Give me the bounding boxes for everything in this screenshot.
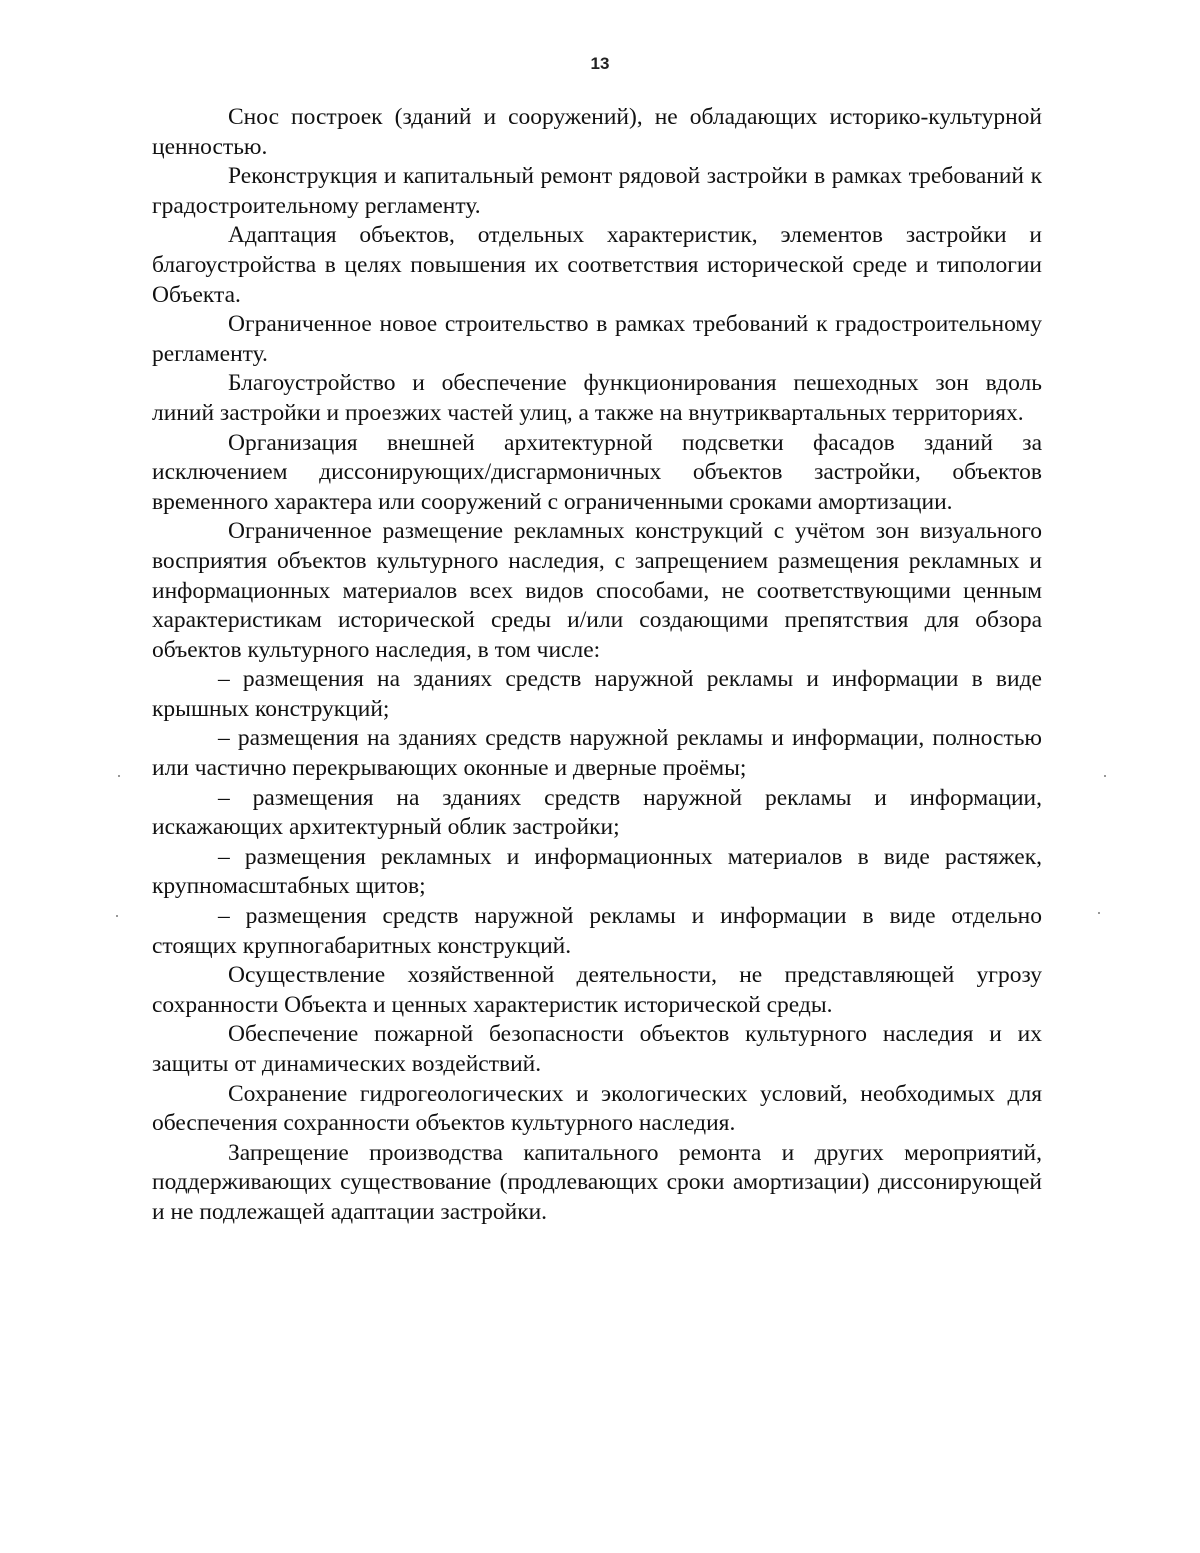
list-item-window-overlap: – размещения на зданиях средств наружной рекламы и информации, полностью или частично перекрывающих оконные и дверные проёмы; [152, 725, 1042, 782]
paragraph-landscaping: Благоустройство и обеспечение функционирования пешеходных зон вдоль линий застройки и проезжих частей улиц, а также на внутриквартальных территориях. [152, 370, 1042, 426]
list-item-freestanding: – размещения средств наружной рекламы и информации в виде отдельно стоящих крупногабаритных конструкций. [152, 903, 1042, 959]
paragraph-adaptation: Адаптация объектов, отдельных характеристик, элементов застройки и благоустройства в целях повышения их соответствия исторической среде и типологии Объекта. [152, 222, 1042, 308]
paragraph-new-construction: Ограниченное новое строительство в рамках требований к градостроительному регламенту. [152, 311, 1042, 367]
paragraph-hydrogeology: Сохранение гидрогеологических и экологических условий, необходимых для обеспечения сохранности объектов культурного наследия. [152, 1080, 1042, 1137]
paragraph-economic-activity: Осуществление хозяйственной деятельности, не представляющей угрозу сохранности Объекта и ценных характеристик исторической среды. [152, 962, 1042, 1018]
page-number: 13 [590, 54, 610, 73]
scan-speck [1104, 775, 1106, 777]
list-item-roof-structures: – размещения на зданиях средств наружной рекламы и информации в виде крышных конструкций; [152, 666, 1042, 722]
paragraph-demolition: Снос построек (зданий и сооружений), не обладающих историко-культурной ценностью. [152, 104, 1042, 160]
scan-speck [118, 775, 120, 777]
scan-speck [116, 915, 118, 917]
list-item-banners: – размещения рекламных и информационных материалов в виде растяжек, крупномасштабных щитов; [152, 843, 1042, 900]
paragraph-reconstruction: Реконструкция и капитальный ремонт рядовой застройки в рамках требований к градостроительному регламенту. [152, 163, 1042, 219]
paragraph-lighting: Организация внешней архитектурной подсветки фасадов зданий за исключением диссонирующих/дисгармоничных объектов застройки, объектов временного характера или сооружений с ограниченными сроками амортизации. [152, 429, 1042, 515]
paragraph-repair-prohibition: Запрещение производства капитального ремонта и других мероприятий, поддерживающих существование (продлевающих сроки амортизации) диссонирующей и не подлежащей адаптации застройки. [152, 1139, 1042, 1225]
body-text [152, 103, 1042, 1228]
paragraph-fire-safety: Обеспечение пожарной безопасности объектов культурного наследия и их защиты от динамических воздействий. [152, 1021, 1042, 1077]
list-item-facade-distortion: – размещения на зданиях средств наружной рекламы и информации, искажающих архитектурный облик застройки; [152, 784, 1042, 841]
scan-speck [1098, 912, 1100, 914]
paragraph-advertising: Ограниченное размещение рекламных конструкций с учётом зон визуального восприятия объектов культурного наследия, с запрещением размещения рекламных и информационных материалов всех видов способами, не соответствующими ценным характеристикам исторической среды и/или создающими препятствия для обзора объектов культурного наследия, в том числе: [152, 518, 1042, 663]
